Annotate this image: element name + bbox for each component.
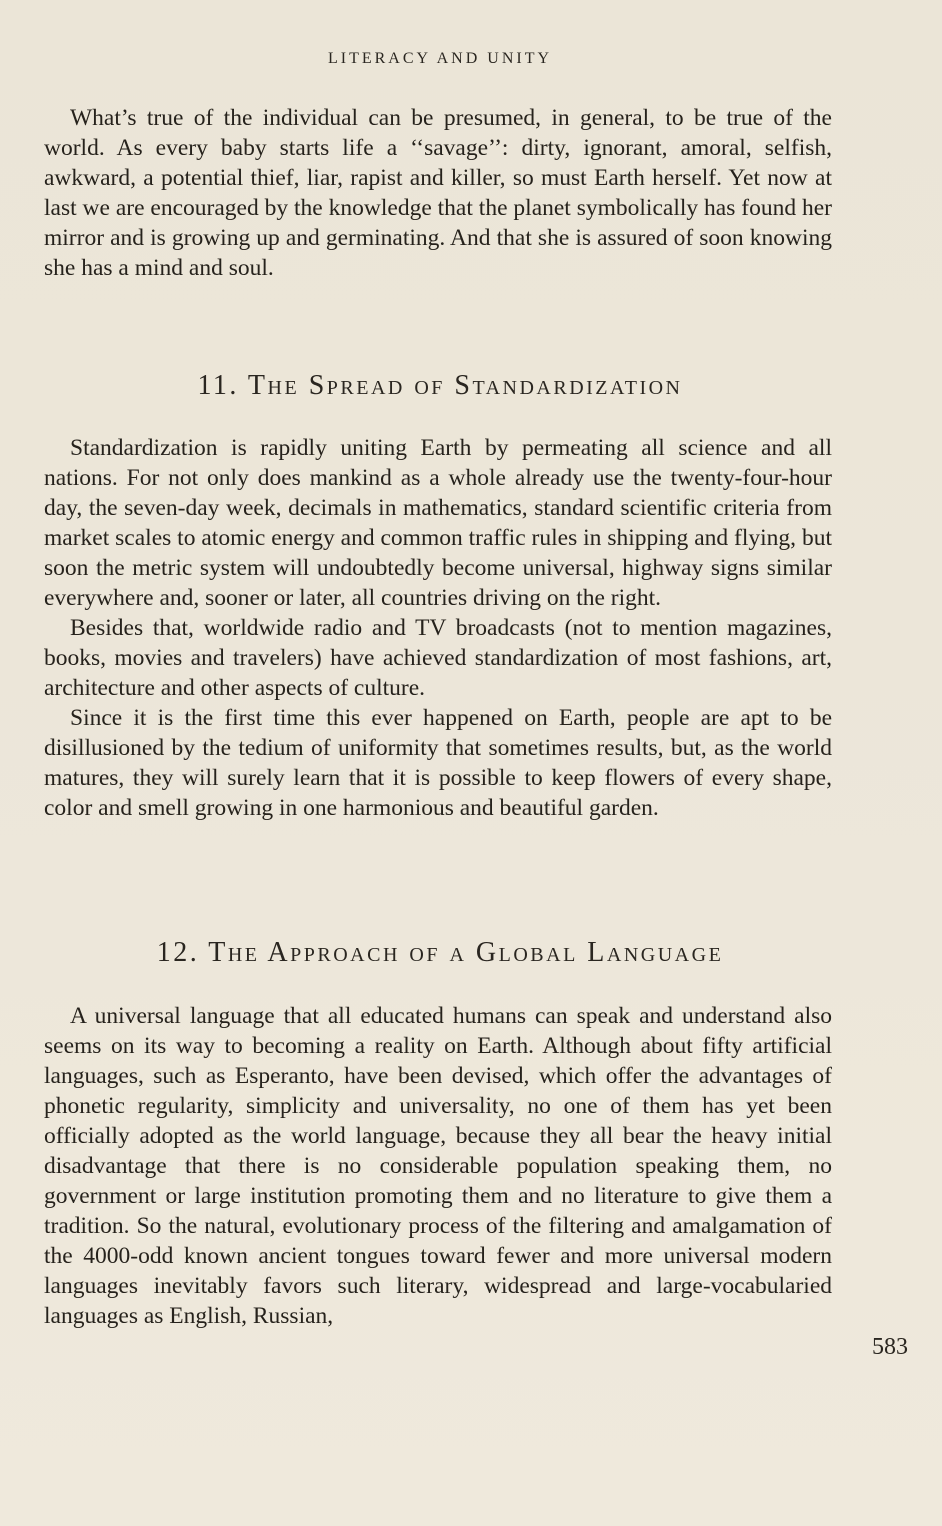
page-number: 583 xyxy=(872,1334,908,1360)
paragraph: Since it is the first time this ever happened on Earth, people are apt to be disillusioned by the tedium of uniformity that sometimes results, but, as the world matures, they will surely learn that it is possible to keep flowers of every shape, color and smell growing in one harmonious and beautiful garden. xyxy=(44,705,832,821)
section-11-heading: 11. The Spread of Standardization xyxy=(197,370,683,401)
opening-text xyxy=(44,103,832,283)
paragraph: Standardization is rapidly uniting Earth by permeating all science and all nations. For not only does mankind as a whole already use the twenty-four-hour day, the seven-day week, decimals in mathematics, standard scientific criteria from market scales to atomic energy and common traffic rules in shipping and flying, but soon the metric system will undoubtedly become universal, highway signs similar everywhere and, sooner or later, all countries driving on the right. xyxy=(44,435,832,611)
paragraph: Besides that, worldwide radio and TV broadcasts (not to mention magazines, books, movies and travelers) have achieved standardization of most fashions, art, architecture and other aspects of culture. xyxy=(44,615,832,701)
paragraph: A universal language that all educated humans can speak and understand also seems on its way to becoming a reality on Earth. Although about fifty artificial languages, such as Esperanto, have been devised, which offer the advantages of phonetic regularity, simplicity and universality, no one of them has yet been officially adopted as the world language, because they all bear the heavy initial disadvantage that there is no considerable population speaking them, no government or large institution promoting them and no literature to give them a tradition. So the natural, evolutionary process of the filtering and amalgamation of the 4000-odd known ancient tongues toward fewer and more universal modern languages inevitably favors such literary, widespread and large-vocabularied languages as English, Russian, xyxy=(44,1003,832,1329)
section-11-text xyxy=(44,433,832,823)
section-12-heading: 12. The Approach of a Global Language xyxy=(156,937,724,968)
paragraph: What’s true of the individual can be presumed, in general, to be true of the world. As every baby starts life a ‘‘savage’’: dirty, ignorant, amoral, selfish, awkward, a potential thief, liar, rapist and killer, so must Earth herself. Yet now at last we are encouraged by the knowledge that the planet symbolically has found her mirror and is growing up and germinating. And that she is assured of soon knowing she has a mind and soul. xyxy=(44,105,832,281)
running-head: LITERACY AND UNITY xyxy=(327,50,553,67)
section-12-text xyxy=(44,1001,832,1331)
